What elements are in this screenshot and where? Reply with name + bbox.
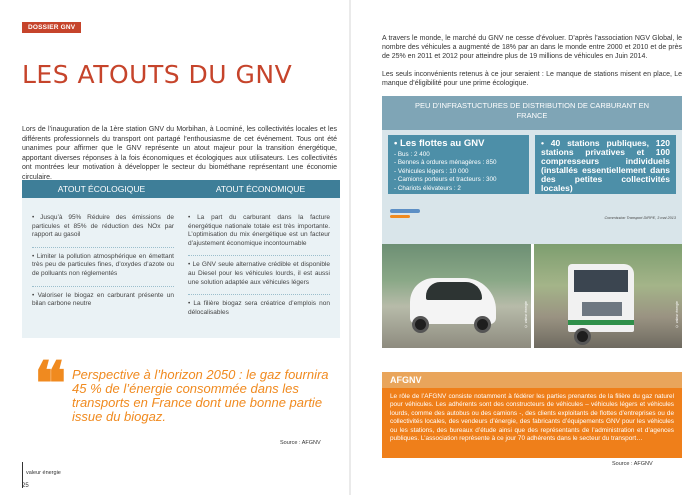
flottes-title: • Les flottes au GNV bbox=[394, 138, 485, 149]
quote-mark-icon: ❝ bbox=[34, 349, 67, 419]
infrastructure-body bbox=[382, 130, 682, 194]
photo-credit: © valeur énergie bbox=[524, 300, 528, 328]
infrastructure-caption: Commission Transport DIRPE, 3 mai 2013 bbox=[604, 216, 676, 220]
infrastructure-box bbox=[382, 96, 682, 244]
photo-gnv-car bbox=[382, 244, 531, 348]
section-tag: DOSSIER GNV bbox=[22, 22, 81, 33]
flottes-column bbox=[388, 135, 529, 194]
intro-paragraph: Lors de l’inauguration de la 1ère station GNV du Morbihan, à Locminé, les collectivités locales et les différents professionnels du transport ont partagé l’enthousiasme de cet événement. Tous ont été unanimes pour affirmer que le GNV représente un atout majeur pour la transition énergétique, apportant diverses réponses à la fois économiques et écologiques aux utilisateurs. Les collectivités ont montrées leur motivation à développer le secteur du biométhane représentant une économie circulaire. bbox=[22, 126, 337, 181]
wheel-shape bbox=[474, 316, 491, 333]
atout-item: • Limiter la pollution atmosphérique en émettant très peu de particules fines, d’oxydes d’azote ou de polluants non réglementés bbox=[32, 247, 174, 279]
wheel-shape bbox=[574, 328, 591, 345]
afgnv-logo-icon bbox=[390, 206, 422, 224]
source-right: Source : AFGNV bbox=[612, 461, 653, 467]
atout-item: • La filière biogaz sera créatrice d’emplois non délocalisables bbox=[188, 294, 330, 317]
flottes-list bbox=[394, 151, 523, 193]
atouts-body bbox=[22, 198, 340, 324]
list-item: - Bennes à ordures ménagères : 850 bbox=[394, 159, 497, 167]
infrastructure-title: PEU D’INFRASTUCTURES DE DISTRIBUTION DE CARBURANT EN FRANCE bbox=[382, 96, 682, 130]
atout-item: • Valoriser le biogaz en carburant présente un bilan carbone neutre bbox=[32, 286, 174, 309]
atout-item: • Jusqu’à 95% Réduire des émissions de particules et 85% de réduction des NOx par rapport au gasoil bbox=[32, 214, 174, 239]
photo-credit: © valeur énergie bbox=[675, 300, 679, 328]
truck-stripe-shape bbox=[568, 320, 634, 325]
right-intro bbox=[382, 34, 682, 97]
atout-economique-title: ATOUT ÉCONOMIQUE bbox=[215, 184, 306, 194]
atout-economique-column bbox=[188, 214, 330, 324]
wheel-shape bbox=[412, 316, 429, 333]
atout-ecologique-title: ATOUT ÉCOLOGIQUE bbox=[57, 184, 146, 194]
list-item: - Camions porteurs et tracteurs : 300 bbox=[394, 176, 497, 184]
atouts-header bbox=[22, 180, 340, 198]
pull-quote bbox=[22, 349, 340, 434]
stations-column bbox=[535, 135, 676, 194]
list-item: - Véhicules légers : 10 000 bbox=[394, 167, 469, 175]
page-gutter bbox=[349, 0, 351, 495]
afgnv-body: Le rôle de l’AFGNV consiste notamment à fédérer les parties prenantes de la filière du gaz naturel pour véhicules. Les adhérents sont des constructeurs de véhicules – véhicules légers et véhicules lourds, comme des autobus ou des camions -, des clients exploitants de flottes d’entreprises ou de collectivités locales, des vendeurs d’énergie, des fabricants d’équipements GNV pour les véhicules ou les stations, des bureaux d’étude ainsi que des représentants de l’administration et d’agences publiques. L’association représente à ce jour 70 adhérents dans le secteur du transport… bbox=[390, 393, 674, 443]
afgnv-title: AFGNV bbox=[382, 372, 682, 388]
right-intro-p2: Les seuls inconvénients retenus à ce jour seraient : Le manque de stations misent en place, Le manque d’éligibilité pour une prime écologique. bbox=[382, 71, 682, 87]
page-title: LES ATOUTS DU GNV bbox=[22, 60, 293, 89]
page-number: 25 bbox=[22, 483, 29, 489]
atout-ecologique-column bbox=[32, 214, 174, 324]
source-left: Source : AFGNV bbox=[280, 440, 321, 446]
stations-text: • 40 stations publiques, 120 stations privatives et 100 compresseurs individuels (installés essentiellement dans des petites collectivités locales) bbox=[541, 138, 670, 193]
list-item: - Chariots élévateurs : 2 bbox=[394, 184, 461, 192]
atout-item: • La part du carburant dans la facture énergétique nationale totale est très importante. L’optimisation du mix énergétique est un facteur d’ajustement économique incontournable bbox=[188, 214, 330, 247]
afgnv-box bbox=[382, 372, 682, 458]
truck-window-shape bbox=[574, 270, 628, 292]
quote-text: Perspective à l’horizon 2050 : le gaz fournira 45 % de l’énergie consommée dans les transports en France dont une bonne partie issue du biogaz. bbox=[72, 367, 329, 424]
truck-grill-shape bbox=[582, 302, 622, 316]
list-item: - Bus : 2 400 bbox=[394, 151, 430, 158]
photo-gnv-truck bbox=[534, 244, 682, 348]
atout-item: • Le GNV seule alternative crédible et disponible au Diesel pour les véhicules lourds, il est aussi une solution adaptée aux véhicules légers bbox=[188, 255, 330, 287]
car-window-shape bbox=[426, 282, 482, 300]
right-intro-p1: A travers le monde, le marché du GNV ne cesse d’évoluer. D’après l’association NGV Global, le nombre des véhicules a augmenté de 18% par an dans le monde entre 2000 et 2010 et de près de 25% en 2011 et 2012 pour atteindre plus de 19 millions de véhicules en Juin 2014. bbox=[382, 35, 682, 60]
atouts-box bbox=[22, 180, 340, 338]
magazine-name: valeur énergie bbox=[26, 470, 61, 476]
